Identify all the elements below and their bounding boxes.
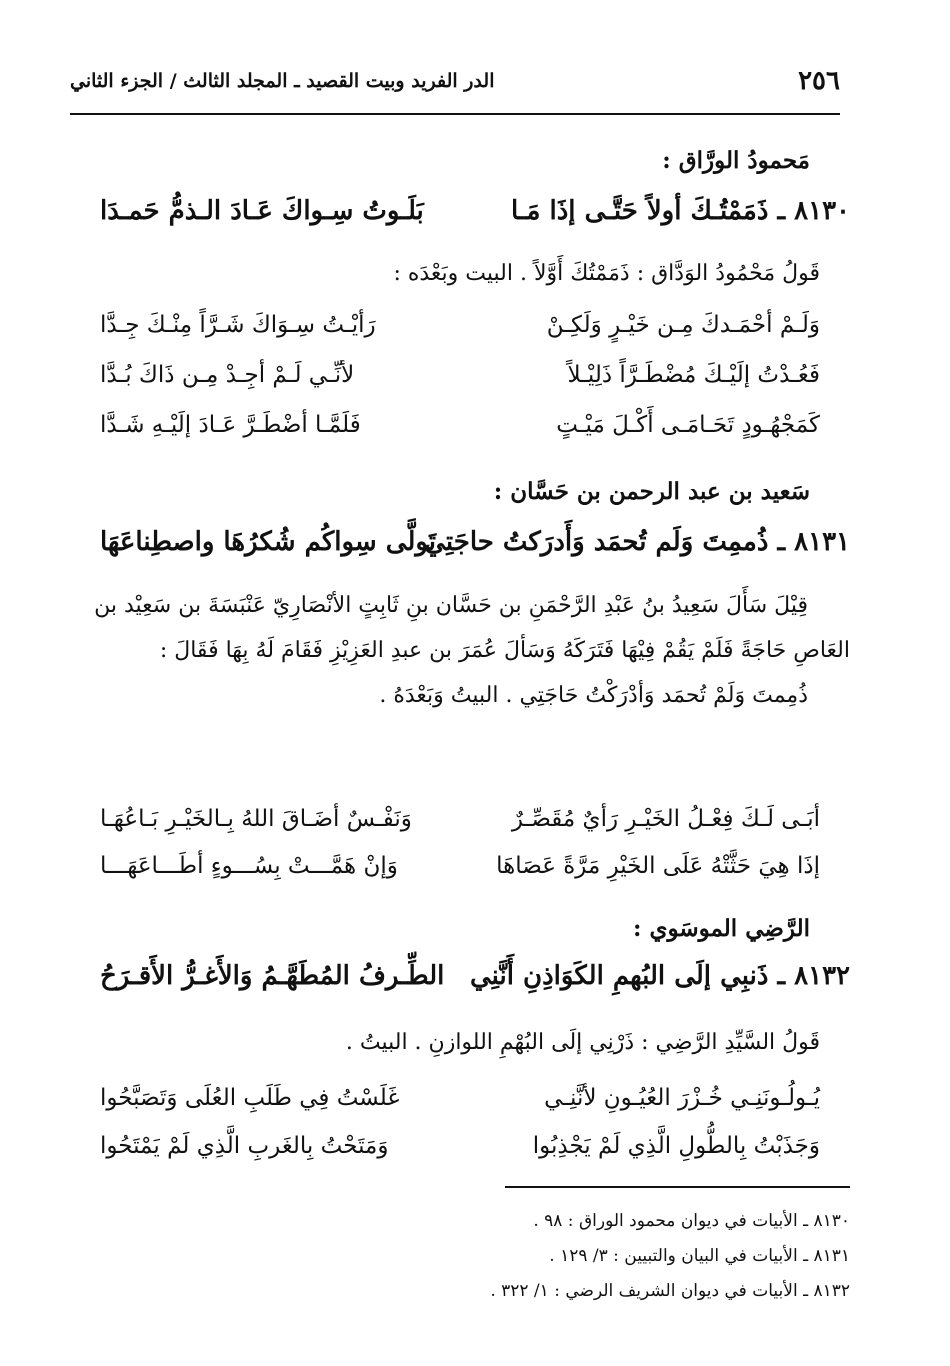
verse-first-hemistich: ٨١٣٢ ـ ذَنبِي إلَى البُهمِ الكَوَاذِنِ أَنَّنِي	[469, 961, 850, 991]
paragraph-line: العَاصِ حَاجَةً فَلَمْ يَقُمْ فِيْهَا فَتَرَكَهُ وَسَألَ عُمَرَ بن عبدِ العَزِيْزِ فَقَامَ لَهُ بِهَا فَقَالَ :	[159, 638, 850, 663]
verse-line	[100, 312, 850, 354]
verse-line	[100, 1085, 850, 1127]
verse-first-hemistich: وَلَـمْ أحْمَـدكَ مِـن خَيْـرٍ وَلَكِـنْ	[546, 312, 820, 338]
footnote-rule	[505, 1186, 850, 1188]
verse-second-hemistich: غَلَسْتُ فِي طَلَبِ العُلَى وَتَصَبَّحُوا	[100, 1085, 400, 1111]
verse-second-hemistich: وَنَفْـسٌ أضَـاقَ اللهُ بِـالخَيْـرِ بَـاعُهَـا	[100, 806, 412, 832]
verse-second-hemistich: لأنِّـي لَـمْ أجِـدْ مِـن ذَاكَ بُـدَّا	[100, 362, 355, 388]
poet-name: سَعيد بن عبد الرحمن بن حَسَّان :	[493, 478, 810, 505]
running-title: الدر الفريد وبيت القصيد ـ المجلد الثالث / الجزء الثاني	[70, 70, 495, 92]
intro-line: قَولُ السَّيِّدِ الرَّضِي : ذَرْنِي إلَى البُهْمِ اللوازنِ . البيتُ .	[345, 1030, 820, 1055]
verse-line	[100, 806, 850, 848]
verse-second-hemistich: وَمَتَحْتُ بِالغَربِ الَّذِي لَمْ يَمْتَحُوا	[100, 1133, 389, 1159]
numbered-verse	[100, 527, 850, 571]
footnote: ٨١٣٠ ـ الأبيات في ديوان محمود الوراق : ٩٨ .	[533, 1211, 850, 1231]
intro-line: قَولُ مَحْمُودُ الوَدَّاق : ذَمَمْتُكَ أَوَّلاً . البيت وبَعْدَه :	[393, 261, 820, 286]
page-number: ٢٥٦	[798, 66, 840, 96]
verse-line	[100, 853, 850, 895]
verse-second-hemistich: تَولَّى سِواكُم شُكرُهَا واصطِناعَهَا	[100, 527, 437, 557]
poet-name: الرَّضِي الموسَوي :	[632, 915, 810, 942]
verse-first-hemistich: يُـولُـونَنِـي خُـزْرَ العُيُـونِ لأنَّنِـي	[544, 1085, 820, 1111]
poet-name: مَحمودُ الورَّاق :	[662, 147, 810, 174]
verse-first-hemistich: فَعُـدْتُ إلَيْـكَ مُضْطَـرَّاً ذَلِيْـلاً	[567, 362, 820, 388]
verse-second-hemistich: رَأيْـتُ سِـوَاكَ شَـرَّاً مِنْـكَ جِـدَّا	[100, 312, 376, 338]
anecdote-paragraph	[70, 583, 850, 718]
footnote: ٨١٣١ ـ الأبيات في البيان والتبيين : ٣/ ١٢٩ .	[549, 1246, 850, 1266]
verse-second-hemistich: وَإنْ هَمَّـــتْ بِسُـــوءٍ أطَـــاعَهَـــا	[100, 853, 398, 879]
verse-first-hemistich: ٨١٣٠ ـ ذَمَمْتُـكَ أولاً حَتَّـى إذَا مَـا	[510, 196, 850, 226]
verse-first-hemistich: وَجَذَبْتُ بِالطُّولِ الَّذِي لَمْ يَجْذِبُوا	[532, 1133, 820, 1159]
verse-line	[100, 362, 850, 404]
verse-first-hemistich: أبَـى لَـكَ فِعْـلُ الخَيْـرِ رَأيٌ مُقَصِّـرٌ	[511, 806, 820, 832]
verse-first-hemistich: كَمَجْهُـودٍ تَحَـامَـى أَكْـلَ مَيْـتٍ	[556, 412, 820, 438]
verse-second-hemistich: الطِّـرفُ المُطَهَّـمُ وَالأَغـرُّ الأَقـرَحُ	[100, 961, 445, 991]
header-rule	[70, 113, 840, 115]
verse-line	[100, 1133, 850, 1175]
verse-second-hemistich: فَلَمَّـا أضْطَـرَّ عَـادَ إلَيْـهِ شَـدَّا	[100, 412, 361, 438]
verse-second-hemistich: بَلَـوتُ سِـواكَ عَـادَ الـذمُّ حَمـدَا	[100, 196, 424, 226]
verse-line	[100, 412, 850, 454]
verse-first-hemistich: إذَا هِيَ حَثَّتْهُ عَلَى الخَيْرِ مَرَّةً عَصَاهَا	[496, 853, 820, 879]
paragraph-line: ذُمِمتَ وَلَمْ تُحمَد وَأدْرَكْتُ حَاجَتِي . البيتُ وَبَعْدَهُ .	[379, 683, 808, 708]
numbered-verse	[100, 196, 850, 240]
verse-first-hemistich: ٨١٣١ ـ ذُممِتَ وَلَم تُحمَد وَأَدرَكتُ حاجَتِي	[424, 527, 850, 557]
footnote: ٨١٣٢ ـ الأبيات في ديوان الشريف الرضي : ١/ ٣٢٢ .	[490, 1281, 850, 1301]
paragraph-line: قِيْلَ سَأَلَ سَعِيدُ بنُ عَبْدِ الرَّحْمَنِ بن حَسَّان بنِ ثَابِتٍ الأنْصَارِيّ عَنْبَسَةَ بن سَعِيْد بن	[94, 593, 808, 618]
numbered-verse	[100, 961, 850, 1005]
